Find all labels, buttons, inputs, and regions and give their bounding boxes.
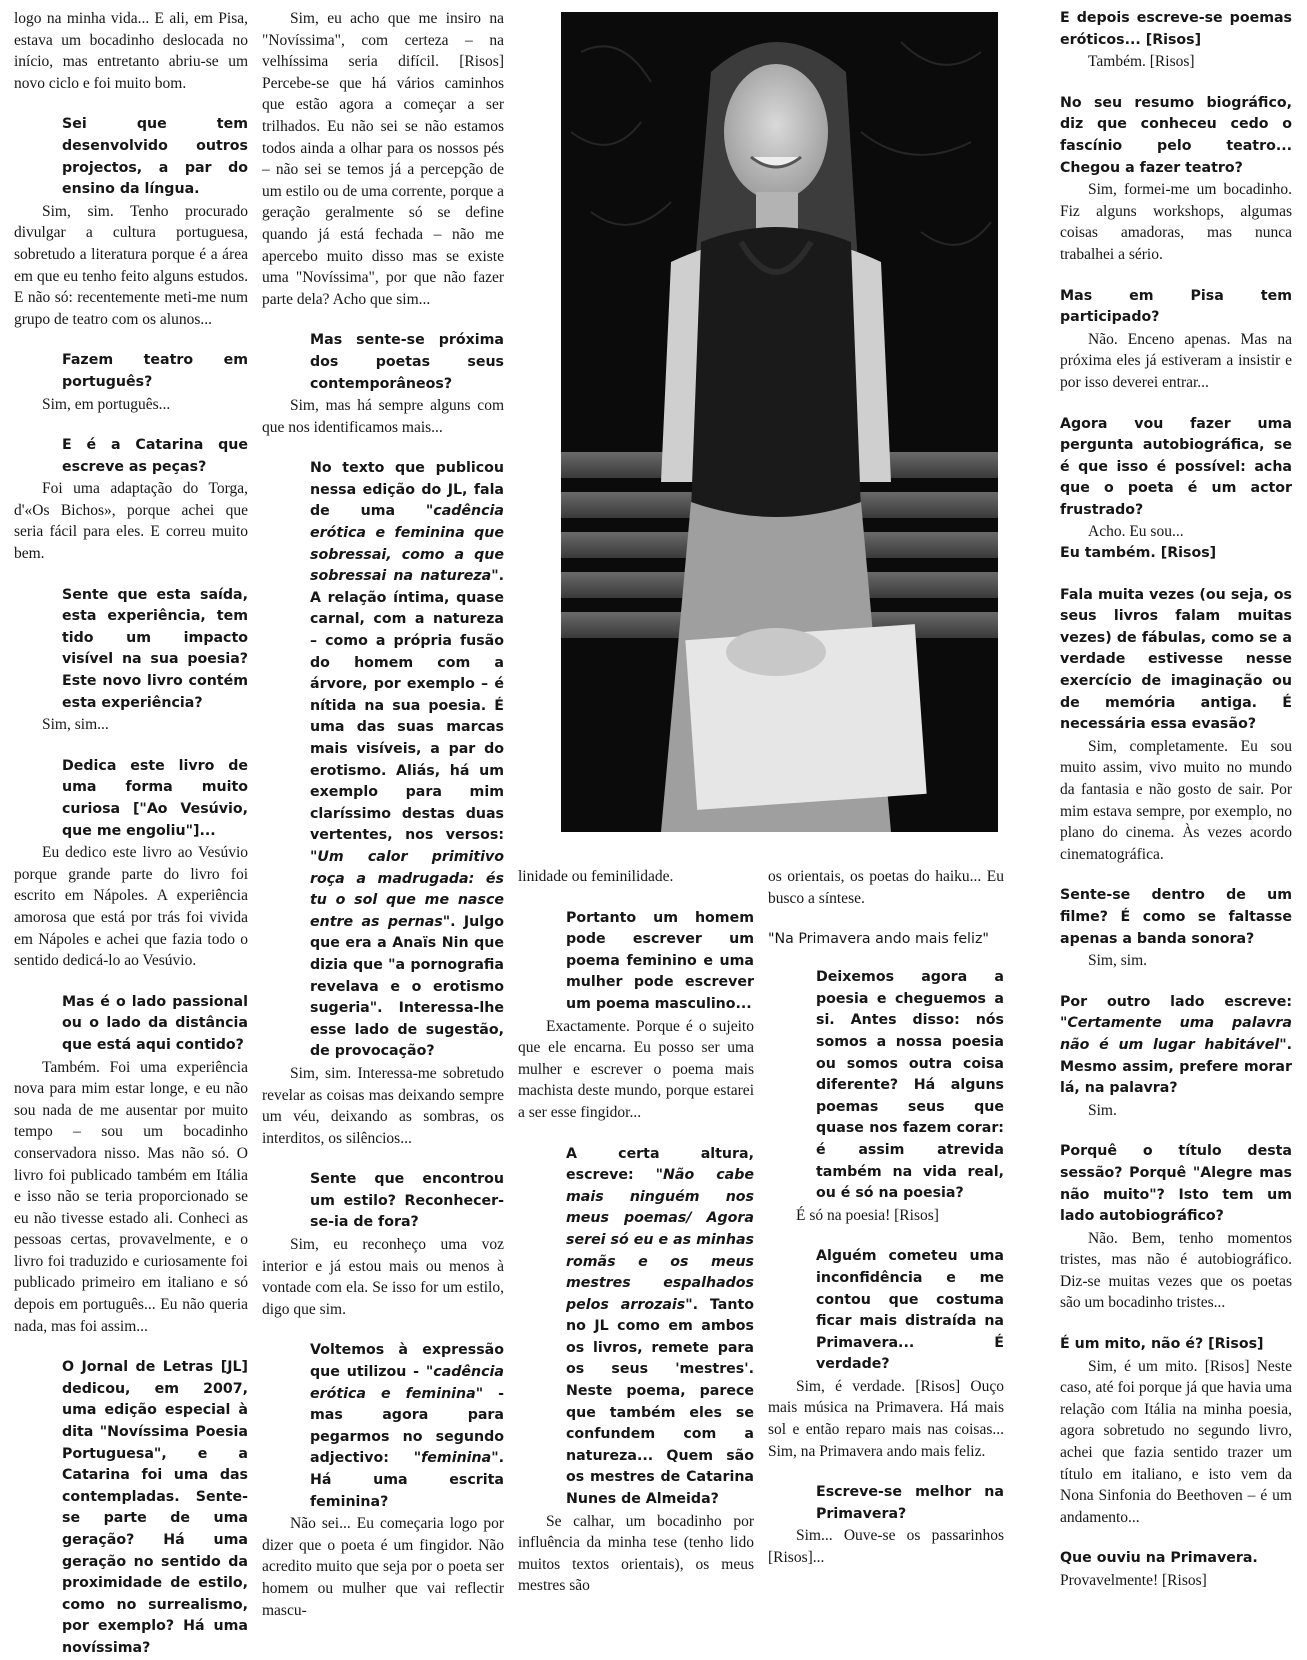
answer-paragraph: Sim, em português... bbox=[42, 395, 171, 413]
answer-paragraph: Se calhar, um bocadinho por influência da minha tese (tenho lido muitos textos orientais), os meus mestres são bbox=[518, 1512, 754, 1595]
answer-paragraph: logo na minha vida... E ali, em Pisa, estava um bocadinho deslocada no início, mas entretanto abriu-se um novo ciclo e foi muito bom. bbox=[14, 10, 248, 92]
answer-paragraph: Sim, mas há sempre alguns com que nos identificamos mais... bbox=[262, 397, 504, 436]
question: Escreve-se melhor na Primavera? bbox=[816, 1484, 1004, 1522]
question bbox=[262, 458, 504, 1063]
quote-italic: "cadência erótica e feminina que sobressai, como a que sobressai na natureza" bbox=[310, 503, 504, 585]
answer-paragraph: Não. Bem, tenho momentos tristes, mas não é autobiográfico. Diz-se muitas vezes que os poetas são um bocadinho tristes... bbox=[1060, 1229, 1292, 1312]
question: Sente que encontrou um estilo? Reconhecer-se-ia de fora? bbox=[310, 1171, 504, 1231]
question: No seu resumo biográfico, diz que conheceu cedo o fascínio pelo teatro... Chegou a fazer teatro? bbox=[1060, 94, 1292, 176]
column-1 bbox=[14, 8, 248, 1660]
question: Porquê o título desta sessão? Porquê "Alegre mas não muito"? Isto tem um lado autobiográfico? bbox=[1060, 1143, 1292, 1225]
question: Deixemos agora a poesia e cheguemos a si. Antes disso: nós somos a nossa poesia ou somos outra coisa diferente? Há alguns poemas seus que quase nos fazem corar: é assim atrevida também na vida real, ou é só na poesia? bbox=[816, 969, 1004, 1202]
answer-paragraph: Sim, sim. bbox=[1088, 952, 1148, 970]
answer-paragraph: Sim... Ouve-se os passarinhos [Risos]... bbox=[768, 1527, 1004, 1567]
quote-italic: "cadência erótica e feminina" bbox=[310, 1364, 504, 1402]
question-text: . Mesmo assim, prefere morar lá, na palavra? bbox=[1060, 1036, 1292, 1097]
answer-paragraph: Não sei... Eu começaria logo por dizer que o poeta é um fingidor. Não acredito muito que seja por o poeta ser homem ou mulher que vai reflectir mascu- bbox=[262, 1515, 504, 1619]
answer-paragraph: Não. Enceno apenas. Mas na próxima eles já estiveram a insistir e por isso deverei entrar... bbox=[1060, 330, 1292, 391]
question-text: . A relação íntima, quase carnal, com a natureza – como a própria fusão do homem com a árvore, por exemplo – é nítida na sua poesia. É uma das suas marcas mais visíveis, a par do erotismo. Aliás, há um exemplo para mim claríssimo destas duas vertentes, nos versos: bbox=[310, 568, 504, 844]
column-2 bbox=[262, 8, 504, 1621]
question: Agora vou fazer uma pergunta autobiográfica, se é que isso é possível: acha que o poeta é um actor frustrado? bbox=[1060, 415, 1292, 518]
answer-paragraph: Provavelmente! [Risos] bbox=[1060, 1572, 1207, 1589]
question-text: . Julgo que era a Anaïs Nin que dizia que "a pornografia revelava e o erotismo sugeria". Interessa-lhe esse lado de sugestão, de provocação? bbox=[310, 913, 504, 1060]
quote-italic: "Um calor primitivo roça a madrugada: és tu o sol que me nasce entre as pernas" bbox=[310, 848, 504, 930]
question-text: . Há uma escrita feminina? bbox=[310, 1450, 504, 1510]
question-text: Voltemos à expressão que utilizou - bbox=[310, 1342, 504, 1381]
answer-paragraph: Sim, eu acho que me insiro na "Novíssima", com certeza – na velhíssima seria difícil. [Risos] Percebe-se que há vários caminhos que estão agora a começar a ser trilhados. Eu não sei se não estamos todos ainda a olhar para os nossos pés – não sei se temos já a percepção de um estilo ou de uma corrente, porque a geração geralmente só se define quando já está fechada – não me apercebo muito disso mas se existe uma "Novíssima", por que não fazer parte dela? Acho que sim... bbox=[262, 10, 504, 308]
question: Sente-se dentro de um filme? É como se faltasse apenas a banda sonora? bbox=[1060, 887, 1292, 947]
quote-italic: "Certamente uma palavra não é um lugar habitável" bbox=[1060, 1015, 1292, 1053]
answer-paragraph: Sim, sim. Interessa-me sobretudo revelar as coisas mas deixando sempre um véu, deixando as sombras, os interditos, os silêncios... bbox=[262, 1064, 504, 1147]
question: O Jornal de Letras [JL] dedicou, em 2007, uma edição especial à dita "Novíssima Poesia Portuguesa", e a Catarina foi uma das contempladas. Sente-se parte de uma geração? Há uma geração no sentido da proximidade de estilo, como no surrealismo, por exemplo? Há uma novíssima? bbox=[62, 1359, 248, 1656]
question-text: No texto que publicou nessa edição do JL, fala de uma bbox=[310, 460, 504, 520]
question bbox=[262, 1340, 504, 1513]
question: Mas é o lado passional ou o lado da distância que está aqui contido? bbox=[62, 993, 248, 1053]
answer-paragraph: Sim. bbox=[1088, 1101, 1117, 1119]
section-heading: "Na Primavera ando mais feliz" bbox=[768, 931, 989, 948]
answer-paragraph: linidade ou feminilidade. bbox=[518, 868, 674, 885]
question-text: - mas agora para pegarmos no segundo adjectivo: bbox=[310, 1385, 505, 1467]
answer-paragraph: Exactamente. Porque é o sujeito que ele encarna. Eu posso ser uma mulher e escrever o poema mais machista deste mundo, porque estarei a ser esse fingidor... bbox=[518, 1017, 754, 1121]
question: E é a Catarina que escreve as peças? bbox=[62, 437, 248, 475]
question: É um mito, não é? [Risos] bbox=[1060, 1336, 1264, 1353]
question bbox=[1060, 992, 1292, 1100]
question: Dedica este livro de uma forma muito curiosa ["Ao Vesúvio, que me engoliu"]... bbox=[62, 757, 248, 839]
question: Sente que esta saída, esta experiência, tem tido um impacto visível na sua poesia? Este novo livro contém esta experiência? bbox=[62, 586, 248, 711]
question: Eu também. [Risos] bbox=[1060, 545, 1217, 562]
answer-paragraph: Sim, sim. Tenho procurado divulgar a cultura portuguesa, sobretudo a literatura porque é a área em que eu tenho feito alguns estudos. E não só: recentemente meti-me num grupo de teatro com os alunos... bbox=[14, 202, 248, 328]
column-4 bbox=[768, 866, 1004, 1569]
question: Fala muita vezes (ou seja, os seus livros falam muitas vezes) de fábulas, como se a verdade estivesse nesse exercício de imaginação ou de memória antiga. É necessária essa evasão? bbox=[1060, 586, 1292, 733]
quote-italic: "Não cabe mais ninguém nos meus poemas/ Agora serei só eu e as minhas romãs e os meus mestres espalhados pelos arrozais" bbox=[566, 1167, 754, 1313]
answer-paragraph: Acho. Eu sou... bbox=[1088, 523, 1184, 541]
answer-paragraph: Eu dedico este livro ao Vesúvio porque grande parte do livro foi escrito em Nápoles. A experiência amorosa que está por trás foi vivida em Nápoles e achei que fazia todo o sentido dedicá-lo ao Vesúvio. bbox=[14, 844, 248, 970]
answer-paragraph: Foi uma adaptação do Torga, d'«Os Bichos», porque achei que seria fácil para eles. E correu muito bem. bbox=[14, 480, 248, 563]
answer-paragraph: É só na poesia! [Risos] bbox=[796, 1206, 939, 1224]
question: Mas em Pisa tem participado? bbox=[1060, 287, 1292, 326]
column-5 bbox=[1060, 8, 1292, 1592]
question: Mas sente-se próxima dos poetas seus contemporâneos? bbox=[310, 332, 504, 392]
question: E depois escreve-se poemas eróticos... [Risos] bbox=[1060, 10, 1292, 48]
question: Fazem teatro em português? bbox=[62, 352, 248, 390]
question: Alguém cometeu uma inconfidência e me contou que costuma ficar mais distraída na Primavera... É verdade? bbox=[816, 1248, 1004, 1373]
question-text: . Tanto no JL como em ambos os livros, remete para os seus 'mestres'. Neste poema, parece que também eles se confundem com a natureza... Quem são os mestres de Catarina Nunes de Almeida? bbox=[566, 1296, 754, 1508]
answer-paragraph: Sim, completamente. Eu sou muito assim, vivo muito no mundo da fantasia e não gosto de sair. Por mim estava sempre, por exemplo, no plano do cinema. Às vezes acordo cinematográfica. bbox=[1060, 737, 1292, 863]
answer-paragraph: Também. [Risos] bbox=[1088, 53, 1195, 71]
answer-paragraph: Sim, é verdade. [Risos] Ouço mais música na Primavera. Há mais sol e então reparo mais nas coisas... Sim, na Primavera ando mais feliz. bbox=[768, 1377, 1004, 1460]
question: Portanto um homem pode escrever um poema feminino e uma mulher pode escrever um poema masculino... bbox=[566, 909, 754, 1012]
column-3 bbox=[518, 866, 754, 1597]
question bbox=[518, 1144, 754, 1511]
answer-paragraph: Sim, formei-me um bocadinho. Fiz alguns workshops, algumas coisas amadoras, mas nunca trabalhei a sério. bbox=[1060, 181, 1292, 263]
answer-paragraph: Sim, eu reconheço uma voz interior e já estou mais ou menos à vontade com ela. Se isso for um estilo, digo que sim. bbox=[262, 1236, 504, 1318]
answer-paragraph: os orientais, os poetas do haiku... Eu busco a síntese. bbox=[768, 868, 1004, 907]
question: Que ouviu na Primavera. bbox=[1060, 1550, 1258, 1567]
portrait-photo bbox=[561, 12, 998, 832]
question: Sei que tem desenvolvido outros projectos, a par do ensino da língua. bbox=[62, 116, 248, 198]
quote-italic: "feminina" bbox=[413, 1450, 499, 1467]
answer-paragraph: Sim, sim... bbox=[42, 716, 109, 734]
answer-paragraph: Também. Foi uma experiência nova para mim estar longe, e eu não sou nada de me ausentar por muito tempo – sou um bocadinho conservadora nisso. Mas não só. O livro foi publicado também em Itália e isso não se teria proporcionado se eu não tivesse estado ali. Conheci as pessoas certas, provavelmente, e o livro foi traduzido e curiosamente foi publicado primeiro em italiano e só depois em português... Eu não queria nada, mas foi assim... bbox=[14, 1058, 248, 1335]
question-text: Por outro lado escreve: bbox=[1060, 993, 1292, 1010]
answer-paragraph: Sim, é um mito. [Risos] Neste caso, até foi porque já que havia uma relação com Itália na minha poesia, agora sobretudo no segundo livro, achei que fazia sentido trazer um título em italiano, e isto vem da Nona Sinfonia do Beethoven – é um andamento... bbox=[1060, 1357, 1292, 1526]
question-text: A certa altura, escreve: bbox=[566, 1145, 754, 1184]
